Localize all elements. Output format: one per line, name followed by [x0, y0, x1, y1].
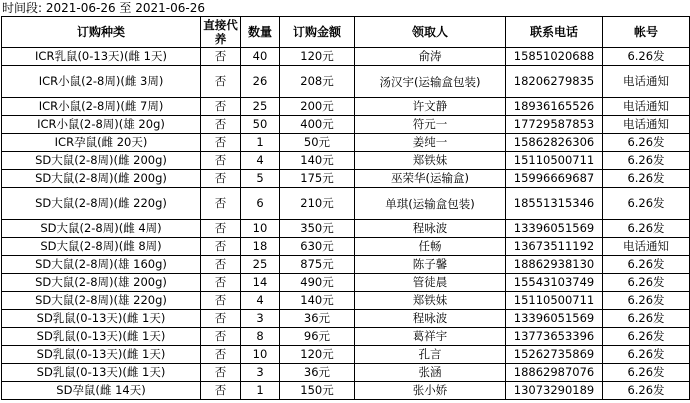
quantity-cell: 14 [241, 274, 280, 292]
account-cell: 6.26发 [603, 310, 690, 328]
direct-proxy-cell: 否 [201, 256, 241, 274]
recipient-cell: 汤汉宇(运输盒包装) [355, 66, 506, 98]
order-type-cell: ICR乳鼠(0-13天)(雌 1天) [2, 48, 201, 66]
amount-cell: 210元 [280, 188, 355, 220]
recipient-cell: 张小娇 [355, 382, 506, 400]
amount-cell: 490元 [280, 274, 355, 292]
recipient-cell: 程咏波 [355, 220, 506, 238]
amount-cell: 36元 [280, 310, 355, 328]
table-row [2, 310, 690, 328]
account-cell: 6.26发 [603, 134, 690, 152]
account-cell: 电话通知 [603, 238, 690, 256]
recipient-cell: 管徒晨 [355, 274, 506, 292]
table-row [2, 66, 690, 98]
table-row [2, 152, 690, 170]
order-type-cell: SD大鼠(2-8周)(雄 220g) [2, 292, 201, 310]
order-type-cell: SD乳鼠(0-13天)(雌 1天) [2, 346, 201, 364]
col-header-amount: 订购金额 [280, 17, 355, 48]
phone-cell: 15110500711 [506, 292, 603, 310]
account-cell: 6.26发 [603, 274, 690, 292]
direct-proxy-cell: 否 [201, 170, 241, 188]
recipient-cell: 单琪(运输盒包装) [355, 188, 506, 220]
col-header-order-type: 订购种类 [2, 17, 201, 48]
quantity-cell: 40 [241, 48, 280, 66]
direct-proxy-cell: 否 [201, 328, 241, 346]
direct-proxy-cell: 否 [201, 188, 241, 220]
direct-proxy-cell: 否 [201, 382, 241, 400]
amount-cell: 50元 [280, 134, 355, 152]
direct-proxy-cell: 否 [201, 116, 241, 134]
phone-cell: 15996669687 [506, 170, 603, 188]
recipient-cell: 程咏波 [355, 310, 506, 328]
phone-cell: 17729587853 [506, 116, 603, 134]
phone-cell: 18206279835 [506, 66, 603, 98]
table-row [2, 274, 690, 292]
table-row [2, 364, 690, 382]
amount-cell: 200元 [280, 98, 355, 116]
quantity-cell: 3 [241, 310, 280, 328]
table-row [2, 382, 690, 400]
account-cell: 6.26发 [603, 382, 690, 400]
account-cell: 电话通知 [603, 98, 690, 116]
account-cell: 6.26发 [603, 256, 690, 274]
col-header-direct-proxy: 直接代养 [201, 17, 241, 48]
direct-proxy-cell: 否 [201, 98, 241, 116]
amount-cell: 400元 [280, 116, 355, 134]
phone-cell: 13773653396 [506, 328, 603, 346]
direct-proxy-cell: 否 [201, 238, 241, 256]
order-type-cell: SD大鼠(2-8周)(雌 4周) [2, 220, 201, 238]
direct-proxy-cell: 否 [201, 292, 241, 310]
quantity-cell: 10 [241, 346, 280, 364]
amount-cell: 350元 [280, 220, 355, 238]
phone-cell: 18862938130 [506, 256, 603, 274]
account-cell: 6.26发 [603, 170, 690, 188]
date-range-label: 时间段: 2021-06-26 至 2021-06-26 [2, 1, 205, 15]
quantity-cell: 25 [241, 98, 280, 116]
direct-proxy-cell: 否 [201, 274, 241, 292]
direct-proxy-cell: 否 [201, 152, 241, 170]
order-type-cell: SD大鼠(2-8周)(雌 200g) [2, 170, 201, 188]
phone-cell: 13396051569 [506, 220, 603, 238]
recipient-cell: 符元一 [355, 116, 506, 134]
table-row [2, 256, 690, 274]
recipient-cell: 任畅 [355, 238, 506, 256]
order-type-cell: ICR孕鼠(雌 20天) [2, 134, 201, 152]
order-type-cell: ICR小鼠(2-8周)(雄 20g) [2, 116, 201, 134]
table-row [2, 170, 690, 188]
table-row [2, 220, 690, 238]
recipient-cell: 姜纯一 [355, 134, 506, 152]
amount-cell: 96元 [280, 328, 355, 346]
quantity-cell: 18 [241, 238, 280, 256]
phone-cell: 13073290189 [506, 382, 603, 400]
quantity-cell: 26 [241, 66, 280, 98]
table-row [2, 328, 690, 346]
amount-cell: 120元 [280, 48, 355, 66]
quantity-cell: 10 [241, 220, 280, 238]
direct-proxy-cell: 否 [201, 48, 241, 66]
order-type-cell: SD乳鼠(0-13天)(雌 1天) [2, 328, 201, 346]
amount-cell: 630元 [280, 238, 355, 256]
quantity-cell: 25 [241, 256, 280, 274]
col-header-account: 帐号 [603, 17, 690, 48]
amount-cell: 150元 [280, 382, 355, 400]
recipient-cell: 张涵 [355, 364, 506, 382]
phone-cell: 15110500711 [506, 152, 603, 170]
direct-proxy-cell: 否 [201, 66, 241, 98]
account-cell: 6.26发 [603, 364, 690, 382]
amount-cell: 120元 [280, 346, 355, 364]
recipient-cell: 郑铁妹 [355, 152, 506, 170]
order-type-cell: SD大鼠(2-8周)(雌 220g) [2, 188, 201, 220]
account-cell: 6.26发 [603, 220, 690, 238]
table-header-row [2, 17, 690, 48]
phone-cell: 18551315346 [506, 188, 603, 220]
order-type-cell: SD大鼠(2-8周)(雄 200g) [2, 274, 201, 292]
account-cell: 6.26发 [603, 346, 690, 364]
table-row [2, 116, 690, 134]
quantity-cell: 1 [241, 134, 280, 152]
phone-cell: 15543103749 [506, 274, 603, 292]
account-cell: 6.26发 [603, 188, 690, 220]
quantity-cell: 4 [241, 152, 280, 170]
quantity-cell: 6 [241, 188, 280, 220]
direct-proxy-cell: 否 [201, 346, 241, 364]
direct-proxy-cell: 否 [201, 364, 241, 382]
direct-proxy-cell: 否 [201, 220, 241, 238]
phone-cell: 13396051569 [506, 310, 603, 328]
table-row [2, 188, 690, 220]
order-type-cell: SD孕鼠(雌 14天) [2, 382, 201, 400]
account-cell: 6.26发 [603, 328, 690, 346]
amount-cell: 140元 [280, 152, 355, 170]
quantity-cell: 50 [241, 116, 280, 134]
table-row [2, 98, 690, 116]
order-type-cell: SD大鼠(2-8周)(雌 8周) [2, 238, 201, 256]
account-cell: 电话通知 [603, 66, 690, 98]
table-row [2, 238, 690, 256]
account-cell: 6.26发 [603, 292, 690, 310]
account-cell: 6.26发 [603, 152, 690, 170]
account-cell: 6.26发 [603, 48, 690, 66]
quantity-cell: 1 [241, 382, 280, 400]
phone-cell: 15262735869 [506, 346, 603, 364]
quantity-cell: 3 [241, 364, 280, 382]
amount-cell: 36元 [280, 364, 355, 382]
recipient-cell: 巫荣华(运输盒) [355, 170, 506, 188]
table-row [2, 48, 690, 66]
recipient-cell: 葛祥宇 [355, 328, 506, 346]
col-header-quantity: 数量 [241, 17, 280, 48]
phone-cell: 15862826306 [506, 134, 603, 152]
order-type-cell: SD大鼠(2-8周)(雄 160g) [2, 256, 201, 274]
order-type-cell: ICR小鼠(2-8周)(雌 7周) [2, 98, 201, 116]
quantity-cell: 5 [241, 170, 280, 188]
amount-cell: 140元 [280, 292, 355, 310]
amount-cell: 208元 [280, 66, 355, 98]
amount-cell: 875元 [280, 256, 355, 274]
recipient-cell: 陈子馨 [355, 256, 506, 274]
quantity-cell: 8 [241, 328, 280, 346]
direct-proxy-cell: 否 [201, 134, 241, 152]
table-row [2, 134, 690, 152]
col-header-recipient: 领取人 [355, 17, 506, 48]
recipient-cell: 俞涛 [355, 48, 506, 66]
recipient-cell: 许文静 [355, 98, 506, 116]
phone-cell: 18936165526 [506, 98, 603, 116]
direct-proxy-cell: 否 [201, 310, 241, 328]
recipient-cell: 孔言 [355, 346, 506, 364]
table-row [2, 346, 690, 364]
order-type-cell: SD乳鼠(0-13天)(雌 1天) [2, 310, 201, 328]
table-row [2, 292, 690, 310]
order-type-cell: SD大鼠(2-8周)(雌 200g) [2, 152, 201, 170]
account-cell: 电话通知 [603, 116, 690, 134]
col-header-phone: 联系电话 [506, 17, 603, 48]
quantity-cell: 4 [241, 292, 280, 310]
phone-cell: 15851020688 [506, 48, 603, 66]
order-type-cell: ICR小鼠(2-8周)(雌 3周) [2, 66, 201, 98]
order-type-cell: SD乳鼠(0-13天)(雌 1天) [2, 364, 201, 382]
amount-cell: 175元 [280, 170, 355, 188]
order-table [1, 16, 690, 400]
phone-cell: 13673511192 [506, 238, 603, 256]
recipient-cell: 郑铁妹 [355, 292, 506, 310]
phone-cell: 18862987076 [506, 364, 603, 382]
